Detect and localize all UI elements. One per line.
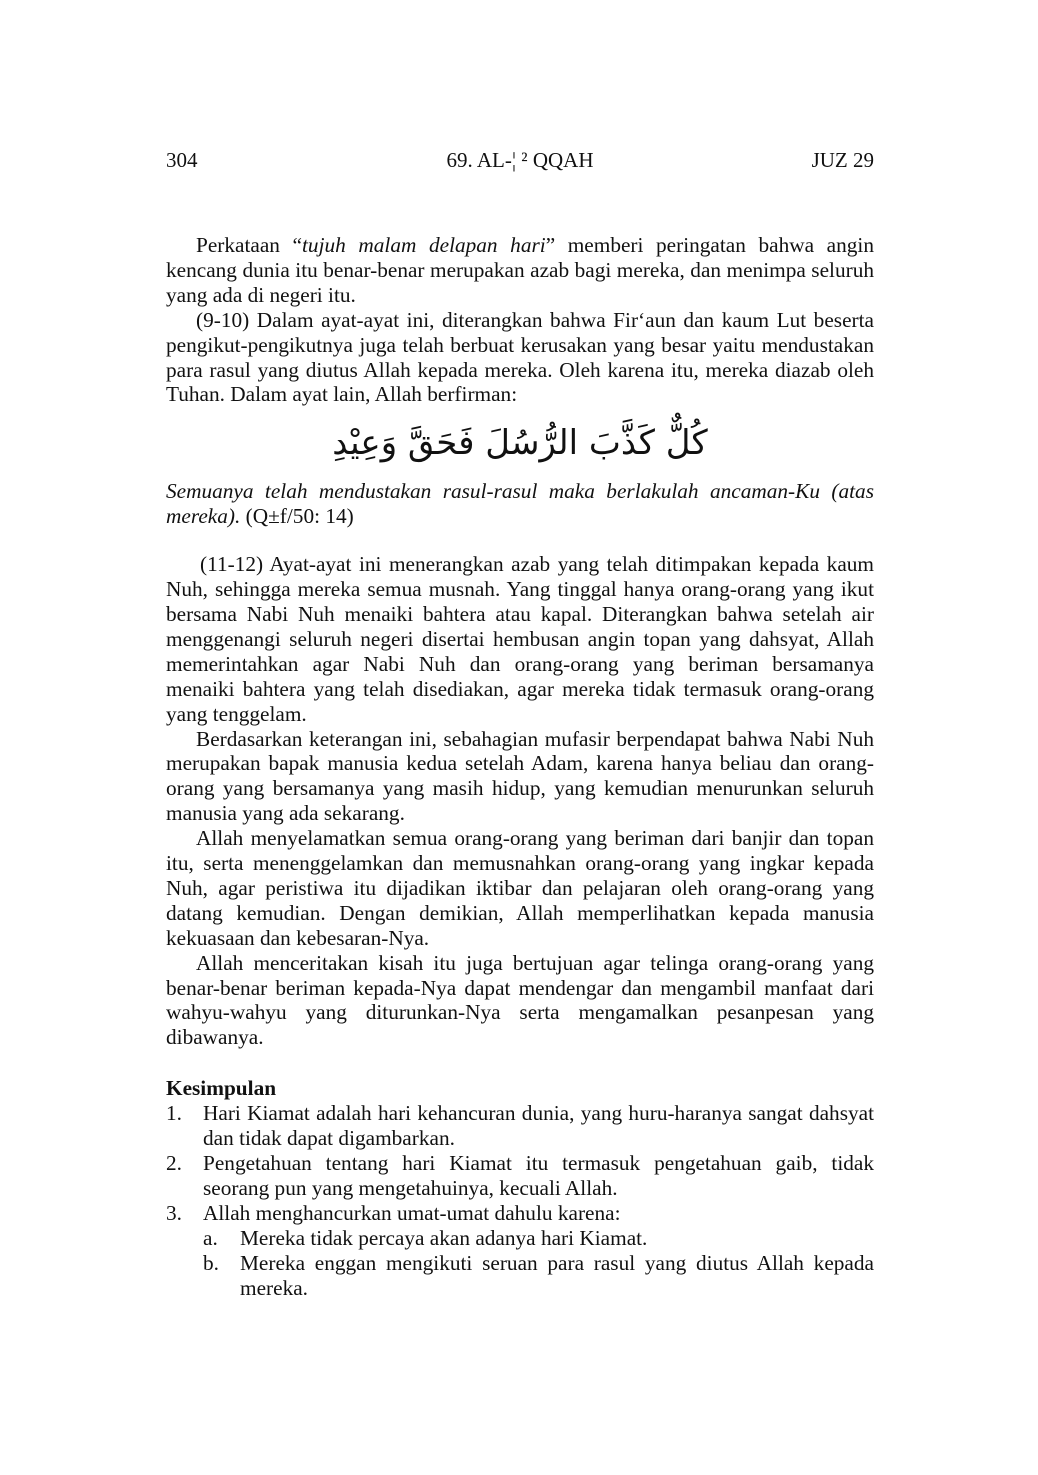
list-marker: 1.	[166, 1101, 182, 1126]
arabic-verse: كُلٌّ كَذَّبَ الرُّسُلَ فَحَقَّ وَعِيْدِ	[332, 423, 708, 464]
p1-text-start: Perkataan “	[196, 233, 303, 257]
juz-label: JUZ 29	[811, 148, 874, 172]
conclusion-sublist	[203, 1226, 874, 1301]
paragraph-2: (9-10) Dalam ayat-ayat ini, diterangkan bahwa Fir‘aun dan kaum Lut beserta pengikut-pengikutnya juga telah berbuat kerusakan yang besar yaitu mendustakan para rasul yang diutus Allah kepada mereka. Oleh karena itu, mereka diazab oleh Tuhan. Dalam ayat lain, Allah berfirman:	[166, 307, 874, 407]
verse-reference: (Q±f/50: 14)	[245, 504, 354, 529]
sublist-marker: b.	[203, 1250, 219, 1275]
list-item	[166, 1101, 874, 1151]
page-number: 304	[166, 148, 198, 172]
p1-italic-phrase: tujuh malam delapan hari	[302, 233, 546, 257]
sublist-item	[203, 1251, 874, 1301]
list-marker: 2.	[166, 1151, 182, 1175]
spacer	[166, 529, 874, 552]
paragraph-1	[166, 233, 874, 308]
verse-translation	[166, 479, 874, 529]
list-item-text: Hari Kiamat adalah hari kehancuran dunia, yang huru-haranya sangat dahsyat dan tidak dapat digambarkan.	[203, 1101, 874, 1151]
conclusion-list	[166, 1101, 874, 1300]
translation-text: Semuanya telah mendustakan rasul-rasul maka berlakulah ancaman-Ku (atas mereka).	[166, 479, 874, 529]
list-item-text: Pengetahuan tentang hari Kiamat itu termasuk pengetahuan gaib, tidak seorang pun yang mengetahuinya, kecuali Allah.	[203, 1151, 874, 1200]
sublist-item-text: Mereka tidak percaya akan adanya hari Kiamat.	[240, 1225, 648, 1250]
list-item-text: Allah menghancurkan umat-umat dahulu karena:	[203, 1200, 621, 1225]
conclusion-heading: Kesimpulan	[166, 1076, 277, 1101]
paragraph-4: Berdasarkan keterangan ini, sebahagian mufasir berpendapat bahwa Nabi Nuh merupakan bapak manusia kedua setelah Adam, karena hanya beliau dan orang-orang yang bersamanya yang masih hidup, yang kemudian menurunkan seluruh manusia yang ada sekarang.	[166, 726, 874, 826]
paragraph-5: Allah menyelamatkan semua orang-orang yang beriman dari banjir dan topan itu, serta menenggelamkan dan memusnahkan orang-orang yang ingkar kepada Nuh, agar peristiwa itu dijadikan iktibar dan pelajaran oleh orang-orang yang datang kemudian. Dengan demikian, Allah memperlihatkan kepada manusia kekuasaan dan kebesaran-Nya.	[166, 826, 874, 950]
spacer	[166, 1050, 874, 1076]
list-item	[166, 1151, 874, 1201]
paragraph-3: (11-12) Ayat-ayat ini menerangkan azab yang telah ditimpakan kepada kaum Nuh, sehingga mereka semua musnah. Yang tinggal hanya orang-orang yang ikut bersama Nabi Nuh menaiki bahtera atau kapal. Diterangkan bahwa setelah air menggenangi seluruh negeri disertai hembusan angin topan yang dahsyat, Allah memerintahkan agar Nabi Nuh dan orang-orang yang beriman bersamanya menaiki bahtera yang telah disediakan, agar mereka tidak termasuk orang-orang yang tenggelam.	[166, 552, 874, 726]
list-item	[166, 1201, 874, 1301]
paragraph-6: Allah menceritakan kisah itu juga bertujuan agar telinga orang-orang yang benar-benar beriman kepada-Nya dapat mendengar dan mengambil manfaat dari wahyu-wahyu yang diturunkan-Nya serta mengamalkan pesanpesan yang dibawanya.	[166, 950, 874, 1050]
surah-title: 69. AL-¦ ² QQAH	[446, 148, 594, 172]
p1-text-end: ” memberi peringatan bahwa angin kencang dunia itu benar-benar merupakan azab bagi mereka, dan menimpa seluruh yang ada di negeri itu.	[166, 233, 874, 307]
page-body	[166, 233, 874, 1300]
sublist-marker: a.	[203, 1225, 218, 1250]
sublist-item-text: Mereka enggan mengikuti seruan para rasul yang diutus Allah kepada mereka.	[240, 1250, 874, 1300]
page-header	[166, 146, 874, 174]
list-marker: 3.	[166, 1200, 182, 1225]
sublist-item	[203, 1226, 874, 1251]
